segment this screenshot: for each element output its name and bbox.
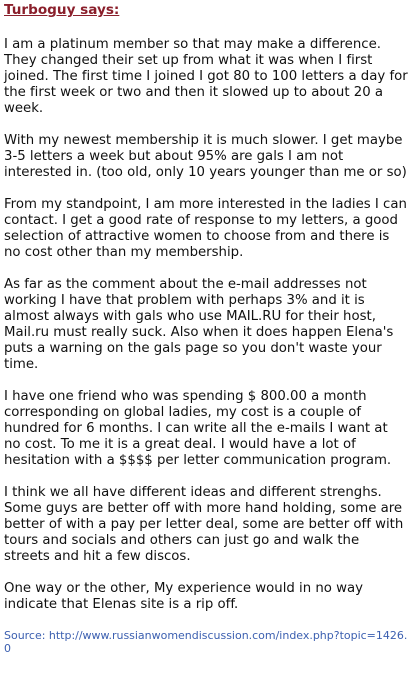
post-paragraph-3: From my standpoint, I am more interested in the ladies I can contact. I get a good rate of response to my letters, a good selection of attractive women to choose from and there is no cost other than my membership. <box>4 197 407 260</box>
post-paragraph-2: With my newest membership it is much slower. I get maybe 3-5 letters a week but about 95% are gals I am not interested in. (too old, only 10 years younger than me or so) <box>4 133 407 180</box>
post-paragraph-6: I think we all have different ideas and different strenghs. Some guys are better off with more hand holding, some are better of with a pay per letter deal, some are better off with tours and socials and others can just go and walk the streets and hit a few discos. <box>4 485 404 564</box>
author-heading: Turboguy says: <box>4 2 120 18</box>
post-paragraph-4: As far as the comment about the e-mail addresses not working I have that problem with perhaps 3% and it is almost always with gals who use MAIL.RU for their host, Mail.ru must really suck. Also when it does happen Elena's puts a warning on the gals page so you don't waste your time. <box>4 277 394 372</box>
source-link[interactable]: Source: http://www.russianwomendiscussion.com/index.php?topic=1426.0 <box>4 629 408 655</box>
forum-post <box>4 2 408 655</box>
post-paragraph-5: I have one friend who was spending $ 800.00 a month corresponding on global ladies, my cost is a couple of hundred for 6 months. I can write all the e-mails I want at no cost. To me it is a great deal. I would have a lot of hesitation with a $$$$ per letter communication program. <box>4 389 392 468</box>
post-paragraph-1: I am a platinum member so that may make a difference. They changed their set up from what it was when I first joined. The first time I joined I got 80 to 100 letters a day for the first week or two and then it slowed up to about 20 a week. <box>4 37 408 116</box>
post-paragraph-7: One way or the other, My experience would in no way indicate that Elenas site is a rip off. <box>4 581 363 612</box>
